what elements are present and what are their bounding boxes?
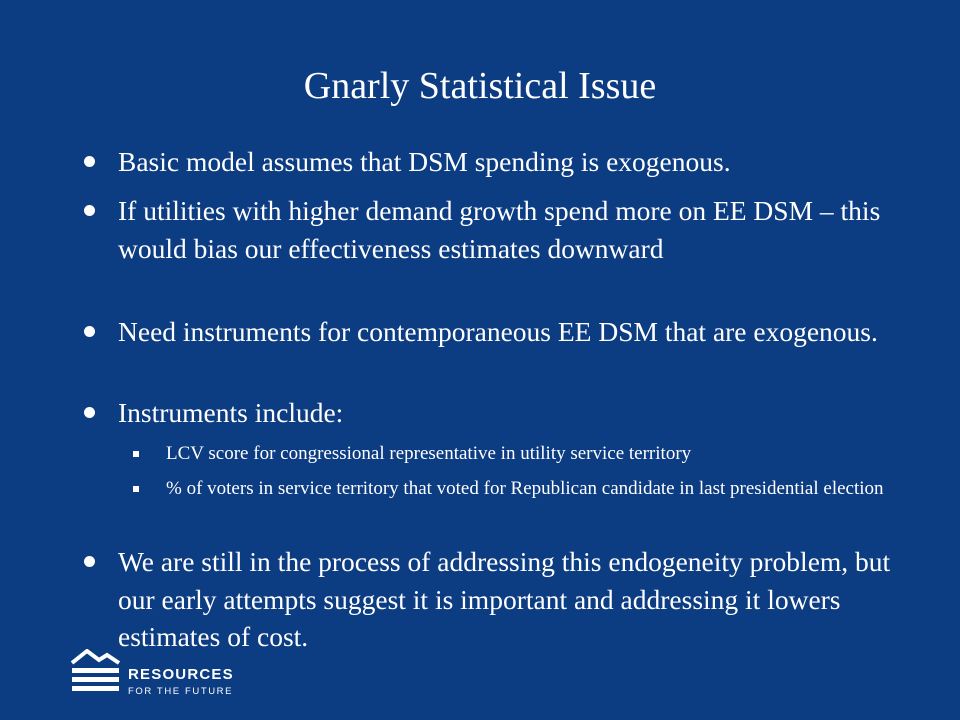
- bullet-item: Basic model assumes that DSM spending is exogenous.: [118, 146, 731, 177]
- bullet-dot-icon: [84, 205, 95, 216]
- bullet-item: Need instruments for contemporaneous EE DSM that are exogenous.: [118, 316, 878, 347]
- slide-title: Gnarly Statistical Issue: [303, 65, 657, 107]
- bullet-dot-icon: [84, 156, 95, 167]
- bullet-dot-icon: [84, 556, 95, 567]
- sub-bullet-item: LCV score for congressional representative in utility service territory: [166, 443, 692, 464]
- logo-text-line2: FOR THE FUTURE: [128, 686, 234, 697]
- bullet-dot-icon: [84, 326, 95, 337]
- bullet-item: We are still in the process of addressing this endogeneity problem, but our early attempts suggest it is important and addressing it lowers estimates of cost.: [118, 546, 891, 652]
- sub-bullet-square-icon: [133, 451, 139, 457]
- bullet-item: Instruments include:: [118, 397, 344, 428]
- bullet-dot-icon: [84, 407, 95, 418]
- logo-text-line1: RESOURCES: [128, 666, 234, 683]
- bullet-item: If utilities with higher demand growth spend more on EE DSM – this would bias our effectiveness estimates downward: [118, 195, 881, 264]
- sub-bullet-item: % of voters in service territory that voted for Republican candidate in last presidential election: [166, 478, 884, 499]
- sub-bullet-square-icon: [133, 486, 139, 492]
